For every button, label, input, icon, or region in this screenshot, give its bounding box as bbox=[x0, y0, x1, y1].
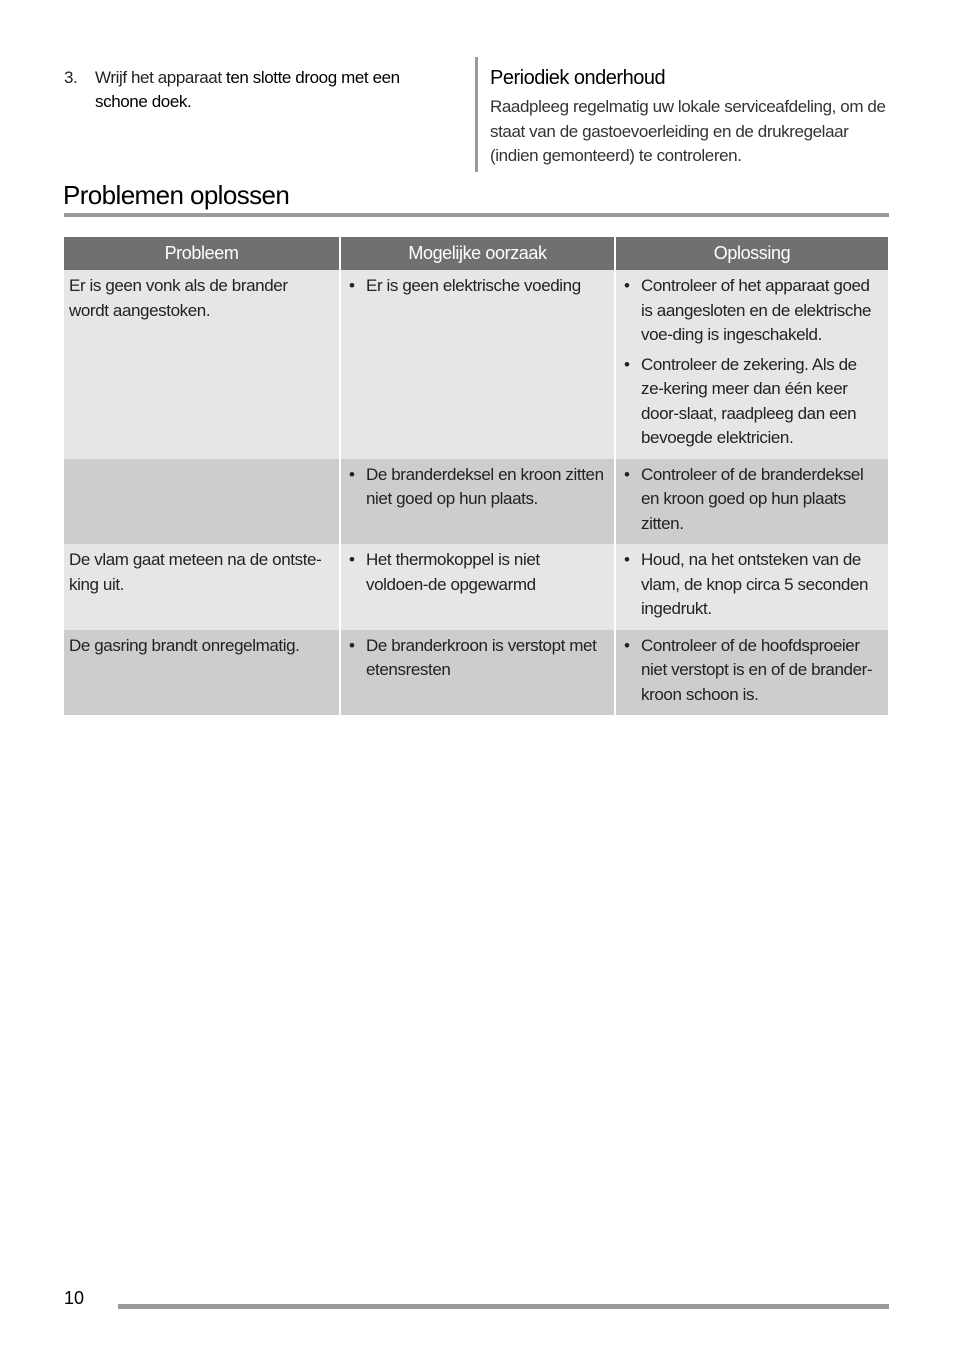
header-solution: Oplossing bbox=[614, 237, 888, 270]
list-item bbox=[621, 463, 880, 537]
section-title: Problemen oplossen bbox=[63, 180, 290, 210]
list-item bbox=[621, 634, 880, 708]
bullet: • bbox=[624, 464, 630, 484]
list-item bbox=[346, 548, 606, 597]
problem-cell: Er is geen vonk als de brander wordt aangestoken. bbox=[64, 270, 339, 459]
table-row bbox=[64, 544, 888, 630]
solution-text: Controleer de zekering. Als de ze-kering meer dan één keer door-slaat, raadpleeg dan een bevoegde elektricien. bbox=[641, 354, 857, 447]
cause-text: Het thermokoppel is niet voldoen-de opgewarmd bbox=[366, 550, 540, 594]
column-divider bbox=[475, 57, 478, 172]
page-number: 10 bbox=[64, 1288, 85, 1308]
table-row bbox=[64, 270, 888, 459]
bullet: • bbox=[349, 635, 355, 655]
table-row bbox=[64, 630, 888, 716]
table-header-row bbox=[64, 237, 888, 270]
cause-cell bbox=[339, 270, 614, 459]
bullet: • bbox=[624, 354, 630, 374]
cause-text: De branderdeksel en kroon zitten niet goed op hun plaats. bbox=[366, 464, 604, 508]
problem-cell bbox=[64, 459, 339, 545]
periodic-maintenance-section bbox=[490, 64, 890, 169]
troubleshooting-table bbox=[64, 237, 888, 715]
step-text-start: Wrijf het apparaat bbox=[95, 68, 226, 87]
list-item bbox=[621, 548, 880, 622]
solution-text: Controleer of de hoofdsproeier niet verstopt is en of de brander-kroon schoon is. bbox=[641, 635, 873, 704]
title-rule bbox=[64, 213, 889, 217]
bullet: • bbox=[624, 635, 630, 655]
solution-cell bbox=[614, 544, 888, 630]
step-text bbox=[95, 66, 455, 114]
solution-text: Houd, na het ontsteken van de vlam, de knop circa 5 seconden ingedrukt. bbox=[641, 550, 869, 618]
cause-text: Er is geen elektrische voeding bbox=[366, 276, 581, 295]
header-cause: Mogelijke oorzaak bbox=[339, 237, 614, 270]
periodic-maintenance-body: Raadpleeg regelmatig uw lokale serviceafdeling, om de staat van de gastoevoerleiding en de drukregelaar (indien gemonteerd) te controleren. bbox=[490, 97, 886, 165]
bullet: • bbox=[349, 550, 355, 569]
solution-cell bbox=[614, 270, 888, 459]
cause-text: De branderkroon is verstopt met etensresten bbox=[366, 635, 597, 679]
solution-cell bbox=[614, 459, 888, 545]
cause-cell bbox=[339, 630, 614, 716]
header-problem: Probleem bbox=[64, 237, 339, 270]
bullet: • bbox=[349, 276, 355, 295]
list-item bbox=[621, 274, 880, 348]
list-item bbox=[621, 353, 880, 451]
cause-cell bbox=[339, 459, 614, 545]
footer-rule bbox=[118, 1304, 889, 1309]
cause-cell bbox=[339, 544, 614, 630]
solution-text: Controleer of de branderdeksel en kroon goed op hun plaats zitten. bbox=[641, 464, 864, 533]
bullet: • bbox=[349, 464, 355, 484]
bullet: • bbox=[624, 550, 630, 569]
solution-text: Controleer of het apparaat goed is aangesloten en de elektrische voe-ding is ingeschakeld. bbox=[641, 276, 872, 344]
step-number: 3. bbox=[64, 68, 78, 87]
list-item bbox=[346, 463, 606, 512]
solution-cell bbox=[614, 630, 888, 716]
problem-cell: De gasring brandt onregelmatig. bbox=[64, 630, 339, 716]
list-item bbox=[346, 274, 606, 299]
periodic-maintenance-title: Periodiek onderhoud bbox=[490, 67, 666, 89]
list-item bbox=[346, 634, 606, 683]
problem-cell: De vlam gaat meteen na de ontste-king uit. bbox=[64, 544, 339, 630]
bullet: • bbox=[624, 276, 630, 295]
step-text-rest: ten slotte droog met een schone doek. bbox=[95, 68, 400, 111]
table-row bbox=[64, 459, 888, 545]
